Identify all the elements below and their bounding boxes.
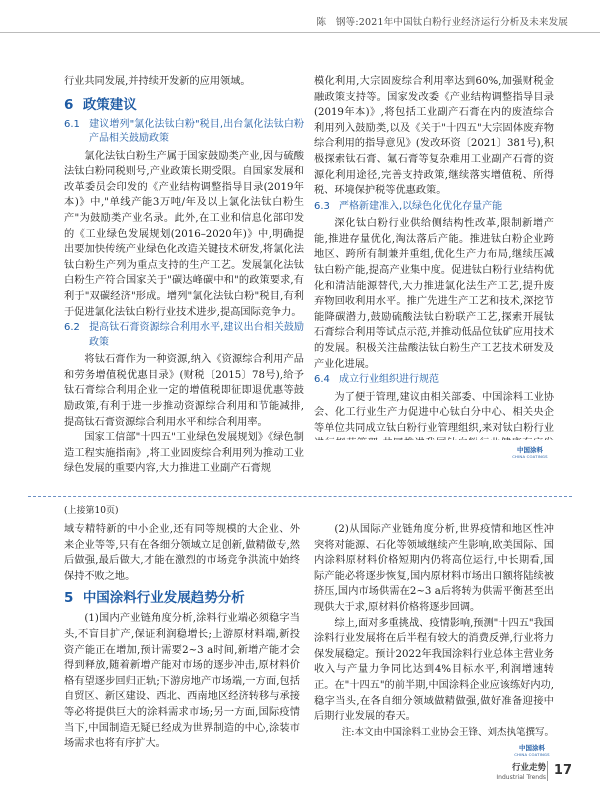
section-number: 5 <box>64 590 74 607</box>
paragraph: (2)从国际产业链角度分析,世界疫情和地区性冲突将对能源、石化等领域继续产生影响,欧美国际、国内涂料原材料价格短期内仍将高位运行,中长期看,国际产能必将逐步恢复,国内原材料市场出口额将陆续被挤压,国内市场供需在2~3 a后将转为供需平衡甚至出现供大于求,原材料价格将逐步回调。 <box>314 524 554 613</box>
paragraph: 模化利用,大宗固废综合利用率达到60%,加强财税金融政策支持等。国家发改委《产业结构调整指导目录(2019年本)》,将包括工业副产石膏在内的废渣综合利用列入鼓励类,以及《关于"十四五"大宗固体废弃物综合利用的指导意见》(发改环资〔2021〕381号),积极探索钛石膏、氟石膏等复杂难用工业副产石膏的资源化利用途径,完善支持政策,继续落实增值税、所得税、环境保护税等优惠政策。 <box>314 76 554 197</box>
subsection-6-3-heading <box>314 200 554 215</box>
subsection-number: 6.4 <box>314 374 330 386</box>
paragraph: 域专精特新的中小企业,还有同等规模的大企业、外来企业等等,只有在各细分领域立足创新,做精做专,然后做强,最后做大,才能在激烈的市场竞争洪流中始终保持不败之地。 <box>64 524 300 582</box>
continued-from-label: (上接第10页) <box>64 506 119 516</box>
paragraph: 国家工信部"十四五"工业绿色发展规划》《绿色制造工程实施指南》,将工业固废综合利用列为推动工业绿色发展的重要内容,大力推进工业副产石膏规 <box>64 432 304 475</box>
logo-text-cn: 中国涂料 <box>517 446 543 454</box>
logo-text-cn: 中国涂料 <box>519 744 545 752</box>
author-note: 注:本文由中国涂料工业协会王锋、刘杰执笔撰写。 <box>341 726 554 738</box>
subsection-number: 6.3 <box>314 200 330 212</box>
footer-section-en: Industrial Trends <box>496 774 546 781</box>
subsection-6-4-heading <box>314 373 554 388</box>
header-rule <box>0 32 600 33</box>
page-number: 17 <box>547 761 572 781</box>
paragraph: 深化钛白粉行业供给侧结构性改革,限制新增产能,推进存量优化,淘汰落后产能。推进钛白粉企业跨地区、跨所有制兼并重组,优化生产力布局,继续压减钛白粉产能,提高产业集中度。促进钛白粉行业结构优化和清洁能源替代,大力推进氯化法生产工艺,提升废弃物回收利用水平。推广先进生产工艺和技术,深挖节能降碳潜力,鼓励硫酸法钛白粉联产工艺,探索开展钛石膏综合利用等试点示范,并推动低品位钛矿应用技术的发展。积极关注盐酸法钛白粉生产工艺技术研发及产业化进展。 <box>314 218 554 370</box>
paragraph: 综上,面对多重挑战、疫情影响,预测"十四五"我国涂料行业发展将在后半程有较大的消费反弹,行业将力保发展稳定。预计2022年我国涂料行业总体主营业务收入与产量力争同比达到4%目标水平,利润增速转正。在"十四五"的前半期,中国涂料企业应该练好内功,稳字当头,在各自细分领域做精做强,做好准备迎接中后期行业发展的春天。 <box>314 617 554 723</box>
logo-text-en: CHINA COATINGS <box>514 752 550 757</box>
section-title: 中国涂料行业发展趋势分析 <box>82 590 245 607</box>
subsection-title: 建议增列"氯化法钛白粉"税目,出台氯化法钛白粉产品相关鼓励政策 <box>89 118 304 145</box>
section-6-heading <box>64 94 304 116</box>
article-separator <box>28 496 572 497</box>
section-number: 6 <box>64 96 74 113</box>
footer-section-cn: 行业走势 <box>511 763 546 773</box>
footer-section-label <box>496 763 546 782</box>
subsection-title: 成立行业组织进行规范 <box>339 374 439 386</box>
article-column-bottom-right <box>314 522 554 752</box>
section-title: 政策建议 <box>82 96 137 113</box>
logo-text-en: CHINA COATINGS <box>512 454 548 459</box>
subsection-title: 提高钛石膏资源综合利用水平,建议出台相关鼓励政策 <box>89 322 304 348</box>
paragraph: 氯化法钛白粉生产属于国家鼓励类产业,因与硫酸法钛白粉同税则号,产业政策长期受限。自国家发展和改革委员会印发的《产业结构调整指导目录(2019年本)》中,"单线产能3万吨/年及以上氯化法钛白粉生产"为鼓励类产业名录。此外,在工业和信息化部印发的《工业绿色发展规划(2016–2020年)》中,明确提出要加快传统产业绿色化改造关键技术研发,将氯化法钛白粉生产列为重点支持的生产工艺。发展氯化法钛白粉生产符合国家关于"碳达峰碳中和"的政策要求,有利于"双碳经济"形成。增列"氯化法钛白粉"税目,有利于促进氯化法钛白粉行业技术进步,提高国际竞争力。 <box>64 150 304 318</box>
subsection-title: 严格新建准入,以绿色化优化存量产能 <box>339 200 503 212</box>
article-column-top-right <box>314 74 554 440</box>
subsection-6-1-heading <box>64 118 304 147</box>
paragraph: (1)国内产业链角度分析,涂料行业端必须稳字当头,不盲目扩产,保证利润稳增长;上游原材料端,新投资产能正在增加,预计需要2~3 a时间,新增产能才会得到释放,随着新增产能对市场的逐步冲击,原材料价格有望逐步回归正轨;下游房地产市场端,一方面,包括自贸区、新区建设、西北、西南地区经济转移与承接等必将提供巨大的涂料需求市场;另一方面,国际疫情当下,中国制造无疑已经成为世界制造的中心,涂装市场需求也将有序扩大。 <box>64 613 300 750</box>
article-column-bottom-left <box>64 522 300 782</box>
paragraph: 为了便于管理,建议由相关部委、中国涂料工业协会、化工行业生产力促进中心钛白分中心、相关央企等单位共同成立钛白粉行业管理组织,来对钛白粉行业 <box>314 391 554 434</box>
article-column-top-left <box>64 74 304 484</box>
running-header: 陈 钢等:2021年中国钛白粉行业经济运行分析及未来发展 <box>316 17 568 28</box>
china-coatings-logo <box>510 446 550 459</box>
paragraph: 将钛石膏作为一种资源,纳入《资源综合利用产品和劳务增值税优惠目录》(财税〔2015〕78号),给予钛石膏综合利用企业一定的增值税即征即退优惠等鼓励政策,有利于进一步推动资源综合利用和节能减排,提高钛石膏资源综合利用水平和综合利用率。 <box>64 354 304 428</box>
paragraph: 行业共同发展,并持续开发新的应用领域。 <box>64 76 251 87</box>
china-coatings-logo <box>512 744 552 757</box>
subsection-number: 6.2 <box>64 322 80 334</box>
section-5-heading <box>64 587 300 609</box>
subsection-6-2-heading <box>64 321 304 350</box>
subsection-number: 6.1 <box>64 118 80 130</box>
